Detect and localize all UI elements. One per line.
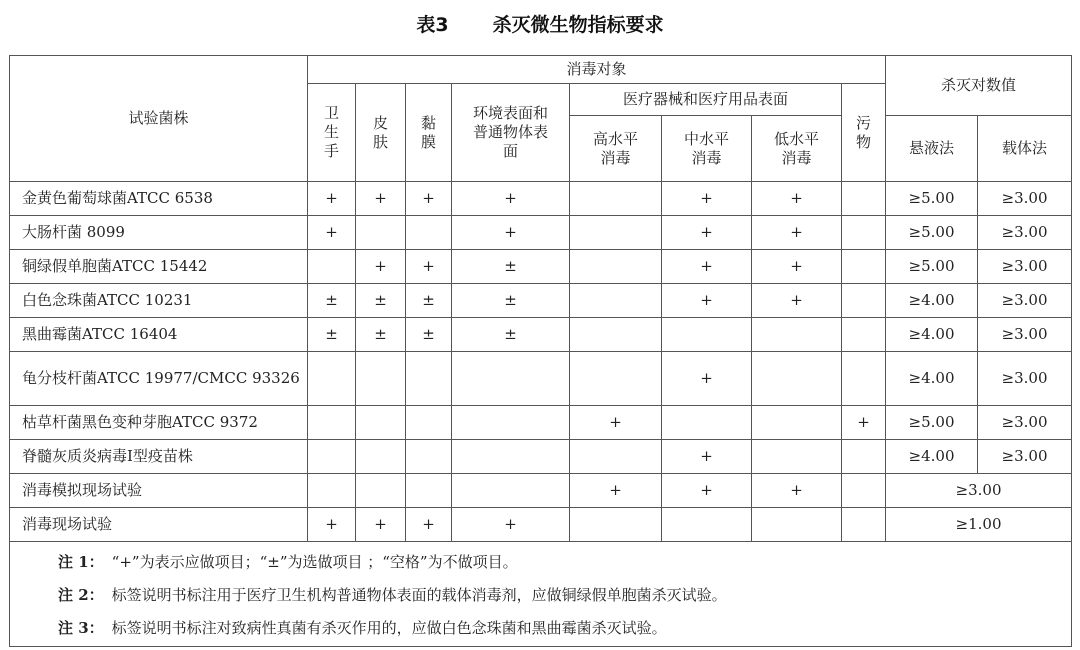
table-cell bbox=[752, 352, 842, 406]
strain-name: 黑曲霉菌ATCC 16404 bbox=[10, 318, 308, 352]
table-row bbox=[10, 474, 1072, 508]
strain-name: 枯草杆菌黑色变种芽胞ATCC 9372 bbox=[10, 406, 308, 440]
table-cell: + bbox=[662, 216, 752, 250]
table-title bbox=[0, 6, 1080, 40]
table-cell: ≥3.00 bbox=[978, 182, 1072, 216]
table-cell: + bbox=[662, 440, 752, 474]
table-row bbox=[10, 508, 1072, 542]
table-cell: ≥4.00 bbox=[886, 284, 978, 318]
table-cell: ± bbox=[356, 284, 406, 318]
table-cell bbox=[308, 352, 356, 406]
table-cell: + bbox=[752, 250, 842, 284]
note-label: 注 2： bbox=[58, 586, 104, 604]
table-cell bbox=[662, 318, 752, 352]
table-cell bbox=[570, 352, 662, 406]
table-cell: + bbox=[752, 216, 842, 250]
header-medical: 医疗器械和医疗用品表面 bbox=[570, 84, 842, 116]
header-env: 环境表面和 普通物体表 面 bbox=[452, 84, 570, 182]
table-cell: ≥5.00 bbox=[886, 216, 978, 250]
table-cell bbox=[570, 182, 662, 216]
table-cell: ± bbox=[452, 250, 570, 284]
note-text: 标签说明书标注对致病性真菌有杀灭作用的，应做白色念珠菌和黑曲霉菌杀灭试验。 bbox=[111, 619, 667, 637]
test-name: 消毒现场试验 bbox=[10, 508, 308, 542]
table-caption: 杀灭微生物指标要求 bbox=[492, 13, 664, 36]
strain-name: 龟分枝杆菌ATCC 19977/CMCC 93326 bbox=[10, 352, 308, 406]
table-cell: + bbox=[452, 508, 570, 542]
merged-kill-log-cell: ≥3.00 bbox=[886, 474, 1072, 508]
table-row bbox=[10, 284, 1072, 318]
table-cell bbox=[570, 508, 662, 542]
disinfection-requirements-table bbox=[9, 55, 1072, 647]
table-cell bbox=[406, 440, 452, 474]
table-cell bbox=[842, 440, 886, 474]
table-row bbox=[10, 250, 1072, 284]
notes-cell bbox=[10, 542, 1072, 647]
table-cell bbox=[570, 318, 662, 352]
note-line bbox=[58, 579, 1071, 612]
table-cell: ≥3.00 bbox=[978, 406, 1072, 440]
table-cell: + bbox=[570, 406, 662, 440]
note-text: 标签说明书标注用于医疗卫生机构普通物体表面的载体消毒剂，应做铜绿假单胞菌杀灭试验。 bbox=[111, 586, 727, 604]
table-cell: ≥3.00 bbox=[978, 250, 1072, 284]
table-row bbox=[10, 406, 1072, 440]
table-cell bbox=[308, 406, 356, 440]
table-cell: + bbox=[356, 182, 406, 216]
table-row bbox=[10, 318, 1072, 352]
note-line bbox=[58, 546, 1071, 579]
table-cell: + bbox=[406, 250, 452, 284]
table-cell: ± bbox=[308, 284, 356, 318]
strain-name: 金黄色葡萄球菌ATCC 6538 bbox=[10, 182, 308, 216]
table-cell bbox=[406, 474, 452, 508]
table-cell: + bbox=[452, 182, 570, 216]
header-mid-level: 中水平 消毒 bbox=[662, 116, 752, 182]
table-cell: + bbox=[570, 474, 662, 508]
table-cell: + bbox=[356, 250, 406, 284]
table-cell bbox=[452, 352, 570, 406]
table-cell bbox=[752, 406, 842, 440]
table-cell: + bbox=[308, 182, 356, 216]
table-cell: ≥3.00 bbox=[978, 216, 1072, 250]
table-cell bbox=[406, 352, 452, 406]
table-cell bbox=[662, 508, 752, 542]
table-row bbox=[10, 182, 1072, 216]
table-cell bbox=[356, 406, 406, 440]
table-cell: ± bbox=[356, 318, 406, 352]
table-cell: ≥3.00 bbox=[978, 440, 1072, 474]
header-mucosa: 黏 膜 bbox=[406, 84, 452, 182]
table-cell bbox=[356, 216, 406, 250]
table-cell: ± bbox=[406, 284, 452, 318]
table-cell: ± bbox=[406, 318, 452, 352]
table-cell: + bbox=[842, 406, 886, 440]
table-cell: ± bbox=[452, 318, 570, 352]
table-cell bbox=[570, 216, 662, 250]
note-label: 注 1： bbox=[58, 553, 104, 571]
table-cell bbox=[842, 318, 886, 352]
strain-name: 大肠杆菌 8099 bbox=[10, 216, 308, 250]
table-cell bbox=[452, 474, 570, 508]
table-cell: ± bbox=[308, 318, 356, 352]
table-cell bbox=[356, 440, 406, 474]
table-cell: + bbox=[308, 216, 356, 250]
table-cell: ≥4.00 bbox=[886, 440, 978, 474]
table-cell: + bbox=[308, 508, 356, 542]
table-cell bbox=[842, 508, 886, 542]
header-strain: 试验菌株 bbox=[10, 56, 308, 182]
table-cell bbox=[406, 406, 452, 440]
table-cell bbox=[356, 474, 406, 508]
table-cell: ± bbox=[452, 284, 570, 318]
table-cell bbox=[752, 508, 842, 542]
header-objects: 消毒对象 bbox=[308, 56, 886, 84]
table-cell: + bbox=[452, 216, 570, 250]
table-cell: + bbox=[752, 182, 842, 216]
table-cell bbox=[308, 474, 356, 508]
table-cell bbox=[842, 474, 886, 508]
header-suspension: 悬液法 bbox=[886, 116, 978, 182]
table-cell: ≥5.00 bbox=[886, 250, 978, 284]
table-cell: ≥4.00 bbox=[886, 352, 978, 406]
table-cell: + bbox=[662, 250, 752, 284]
header-low-level: 低水平 消毒 bbox=[752, 116, 842, 182]
table-row bbox=[10, 216, 1072, 250]
table-cell bbox=[570, 250, 662, 284]
table-cell bbox=[842, 216, 886, 250]
table-cell: + bbox=[752, 474, 842, 508]
table-cell: + bbox=[406, 508, 452, 542]
strain-name: 脊髓灰质炎病毒Ⅰ型疫苗株 bbox=[10, 440, 308, 474]
strain-name: 铜绿假单胞菌ATCC 15442 bbox=[10, 250, 308, 284]
header-waste: 污 物 bbox=[842, 84, 886, 182]
header-skin: 皮 肤 bbox=[356, 84, 406, 182]
table-cell bbox=[842, 352, 886, 406]
table-cell: + bbox=[662, 182, 752, 216]
table-cell: + bbox=[662, 352, 752, 406]
notes-row bbox=[10, 542, 1072, 647]
table-cell: ≥3.00 bbox=[978, 284, 1072, 318]
table-row bbox=[10, 352, 1072, 406]
table-cell: + bbox=[752, 284, 842, 318]
note-line bbox=[58, 612, 1071, 645]
table-cell: ≥4.00 bbox=[886, 318, 978, 352]
table-number: 表3 bbox=[416, 13, 449, 36]
table-cell bbox=[452, 440, 570, 474]
table-row bbox=[10, 440, 1072, 474]
note-label: 注 3： bbox=[58, 619, 104, 637]
table-cell bbox=[842, 284, 886, 318]
table-cell bbox=[842, 250, 886, 284]
table-cell: + bbox=[356, 508, 406, 542]
table-cell: + bbox=[662, 284, 752, 318]
header-hand: 卫 生 手 bbox=[308, 84, 356, 182]
table-cell bbox=[452, 406, 570, 440]
table-cell bbox=[662, 406, 752, 440]
table-cell: + bbox=[406, 182, 452, 216]
header-high-level: 高水平 消毒 bbox=[570, 116, 662, 182]
table-cell bbox=[752, 318, 842, 352]
table-cell: + bbox=[662, 474, 752, 508]
table-cell: ≥5.00 bbox=[886, 406, 978, 440]
note-text: “+”为表示应做项目；“±”为选做项目 ；“空格”为不做项目。 bbox=[111, 553, 518, 571]
test-name: 消毒模拟现场试验 bbox=[10, 474, 308, 508]
table-cell: ≥3.00 bbox=[978, 352, 1072, 406]
table-cell bbox=[308, 440, 356, 474]
strain-name: 白色念珠菌ATCC 10231 bbox=[10, 284, 308, 318]
merged-kill-log-cell: ≥1.00 bbox=[886, 508, 1072, 542]
table-cell bbox=[570, 440, 662, 474]
header-carrier: 载体法 bbox=[978, 116, 1072, 182]
table-cell: ≥5.00 bbox=[886, 182, 978, 216]
table-cell bbox=[752, 440, 842, 474]
table-cell bbox=[570, 284, 662, 318]
table-cell bbox=[308, 250, 356, 284]
table-cell: ≥3.00 bbox=[978, 318, 1072, 352]
header-kill-log: 杀灭对数值 bbox=[886, 56, 1072, 116]
table-cell bbox=[406, 216, 452, 250]
table-cell bbox=[842, 182, 886, 216]
table-cell bbox=[356, 352, 406, 406]
